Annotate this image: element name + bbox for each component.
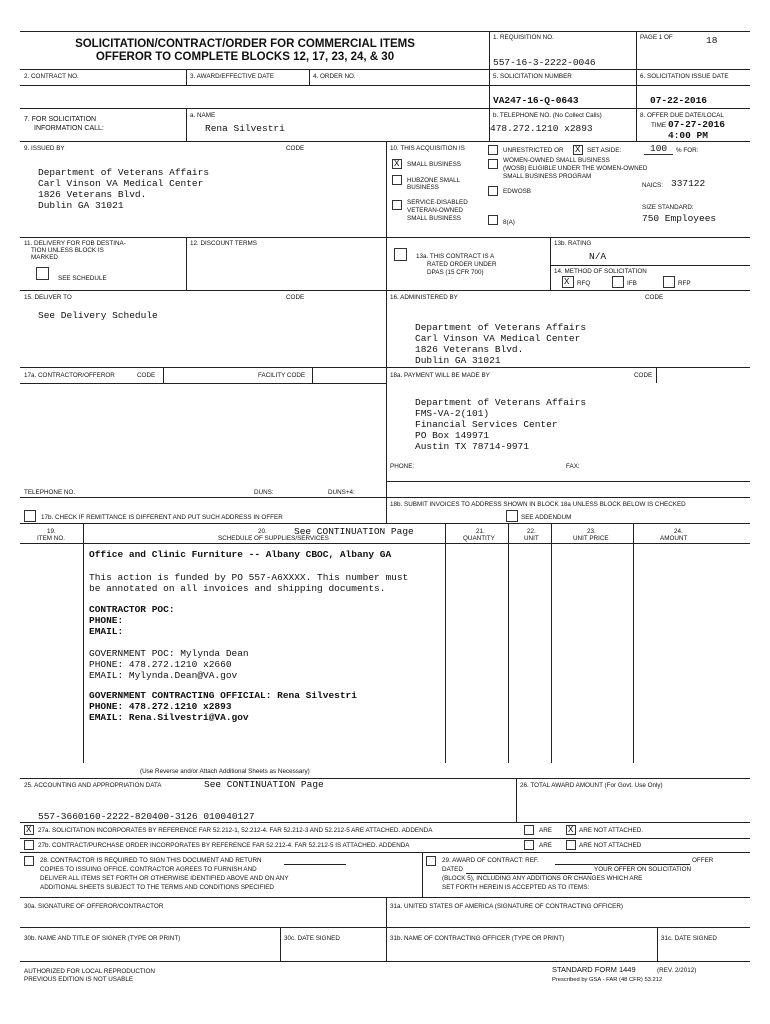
- signature-offeror-label: 30a. SIGNATURE OF OFFEROR/CONTRACTOR: [24, 903, 164, 910]
- col-item-num: 19.: [47, 528, 56, 535]
- page-total: 18: [706, 35, 718, 46]
- contact-name[interactable]: Rena Silvestri: [205, 123, 285, 134]
- rated-order-label-2: RATED ORDER UNDER: [427, 261, 497, 268]
- deliver-to-code-label: CODE: [286, 294, 305, 301]
- contractor-code-label: CODE: [137, 372, 156, 379]
- issued-by-line: 1826 Veterans Blvd.: [38, 189, 147, 200]
- signer-name-label: 30b. NAME AND TITLE OF SIGNER (TYPE OR PRINT): [24, 935, 181, 942]
- hubzone-label-2: BUSINESS: [407, 184, 439, 191]
- rule: [555, 864, 690, 865]
- 8a-label: 8(A): [503, 219, 515, 226]
- footer-revision: (REV. 2/2012): [657, 967, 697, 974]
- issued-by-code-label: CODE: [286, 145, 305, 152]
- rule: [186, 108, 187, 141]
- funding-note: This action is funded by PO 557-A6XXXX. This number must: [89, 572, 409, 583]
- rule: [657, 927, 658, 961]
- rule: [20, 290, 750, 291]
- offer-due-time[interactable]: 4:00 PM: [668, 130, 708, 141]
- rule: [445, 523, 446, 763]
- col-unit-price-label: UNIT PRICE: [573, 535, 609, 542]
- award-date-label: 3. AWARD/EFFECTIVE DATE: [190, 73, 275, 80]
- rule: [83, 523, 84, 763]
- solicitation-number[interactable]: VA247-16-Q-0643: [493, 95, 579, 106]
- form-subtitle: OFFEROR TO COMPLETE BLOCKS 12, 17, 23, 24, & 30: [95, 51, 395, 63]
- solicitation-no-label: 5. SOLICITATION NUMBER: [493, 73, 572, 80]
- rule: [20, 367, 750, 368]
- rule: [20, 822, 750, 823]
- footer-authorized: AUTHORIZED FOR LOCAL REPRODUCTION: [24, 968, 155, 975]
- 27b-label: 27b. CONTRACT/PURCHASE ORDER INCORPORATES BY REFERENCE FAR 52.212-4. FAR 52.212-5 IS ATTACHED. ADDENDA: [38, 842, 410, 849]
- rule: [386, 481, 750, 482]
- administered-by-code-label: CODE: [645, 294, 664, 301]
- set-aside-mark: X: [575, 145, 581, 155]
- 29-label: 29. AWARD OF CONTRACT: REF.: [442, 857, 539, 864]
- contracting-official-phone: PHONE: 478.272.1210 x2893: [89, 701, 232, 712]
- unrestricted-checkbox[interactable]: [488, 145, 498, 155]
- 28-label-4: ADDITIONAL SHEETS SUBJECT TO THE TERMS AND CONDITIONS SPECIFIED: [40, 884, 274, 891]
- 8a-checkbox[interactable]: [488, 215, 498, 225]
- see-schedule-checkbox[interactable]: [36, 267, 49, 280]
- rule: [550, 265, 750, 266]
- col-unit-label: UNIT: [524, 535, 539, 542]
- payment-label: 18a. PAYMENT WILL BE MADE BY: [390, 372, 490, 379]
- duns4-label: DUNS+4:: [328, 489, 355, 496]
- deliver-to-label: 15. DELIVER TO: [24, 294, 72, 301]
- administered-by-line: Dublin GA 31021: [415, 355, 501, 366]
- accounting-continuation[interactable]: See CONTINUATION Page: [204, 779, 324, 790]
- rule: [386, 897, 387, 961]
- telephone-label: b. TELEPHONE NO. (No Collect Calls): [493, 112, 602, 119]
- rule: [20, 31, 750, 32]
- rule: [20, 85, 750, 86]
- 27a-mark: X: [26, 825, 32, 835]
- rule: [186, 69, 187, 85]
- rule: [20, 897, 750, 898]
- naics-code[interactable]: 337122: [671, 178, 706, 189]
- issue-date-label: 6. SOLICITATION ISSUE DATE: [640, 73, 729, 80]
- sdvosb-label-3: SMALL BUSINESS: [407, 215, 462, 222]
- contractor-poc-phone: PHONE:: [89, 615, 124, 626]
- issued-by-line: Carl Vinson VA Medical Center: [38, 178, 204, 189]
- wosb-label-2: (WOSB) ELIGIBLE UNDER THE WOMEN-OWNED: [503, 165, 648, 172]
- set-aside-percent[interactable]: 100: [644, 143, 673, 155]
- contracting-official: GOVERNMENT CONTRACTING OFFICIAL: Rena Silvestri: [89, 690, 357, 701]
- 27b-are-checkbox[interactable]: [524, 840, 534, 850]
- rule: [280, 927, 281, 961]
- rating-label: 13b. RATING: [554, 240, 592, 247]
- wosb-checkbox[interactable]: [488, 159, 498, 169]
- facility-code-label: FACILITY CODE: [258, 372, 306, 379]
- 27a-not-attached-label: ARE NOT ATTACHED.: [579, 827, 644, 834]
- rule: [636, 31, 637, 141]
- page-label: PAGE 1 OF: [640, 34, 673, 41]
- accounting-code[interactable]: 557-3660160-2222-820400-3126 010040127: [38, 811, 255, 822]
- issued-by-line: Department of Veterans Affairs: [38, 167, 210, 178]
- payment-line: FMS-VA-2(101): [415, 408, 490, 419]
- set-aside-label: SET ASIDE:: [587, 147, 622, 154]
- order-no-label: 4. ORDER NO.: [313, 73, 356, 80]
- administered-by-line: Department of Veterans Affairs: [415, 322, 587, 333]
- ifb-label: IFB: [627, 280, 637, 287]
- rule: [20, 108, 750, 109]
- telephone-no-label: TELEPHONE NO.: [24, 489, 76, 496]
- rule: [551, 523, 552, 763]
- sdvosb-checkbox[interactable]: [392, 200, 402, 210]
- remittance-checkbox[interactable]: [24, 510, 36, 522]
- payment-line: Financial Services Center: [415, 419, 558, 430]
- 28-checkbox[interactable]: [24, 856, 34, 866]
- col-schedule-label: SCHEDULE OF SUPPLIES/SERVICES: [218, 535, 329, 542]
- duns-label: DUNS:: [254, 489, 274, 496]
- contracting-official-email: EMAIL: Rena.Silvestri@VA.gov: [89, 712, 249, 723]
- 28-label-3: DELIVER ALL ITEMS SET FORTH OR OTHERWISE IDENTIFIED ABOVE AND ON ANY: [40, 875, 289, 882]
- issue-date[interactable]: 07-22-2016: [650, 95, 708, 106]
- 29-checkbox[interactable]: [426, 856, 436, 866]
- col-unit-num: 22.: [527, 528, 536, 535]
- rule: [20, 497, 750, 498]
- fob-label-2: TION UNLESS BLOCK IS: [31, 247, 104, 254]
- wosb-label-3: SMALL BUSINESS PROGRAM: [503, 173, 592, 180]
- signature-officer-label: 31a. UNITED STATES OF AMERICA (SIGNATURE OF CONTRACTING OFFICER): [390, 903, 624, 910]
- fob-label: 11. DELIVERY FOR FOB DESTINA-: [24, 240, 126, 247]
- administered-by-label: 16. ADMINISTERED BY: [390, 294, 458, 301]
- payment-phone-label: PHONE:: [390, 463, 415, 470]
- ifb-checkbox[interactable]: [612, 276, 624, 288]
- 27a-are-label: ARE: [539, 827, 552, 834]
- contractor-poc-email: EMAIL:: [89, 626, 124, 637]
- officer-name-label: 31b. NAME OF CONTRACTING OFFICER (TYPE OR PRINT): [390, 935, 565, 942]
- 27b-are-label: ARE: [539, 842, 552, 849]
- administered-by-line: Carl Vinson VA Medical Center: [415, 333, 581, 344]
- time-label: TIME: [651, 122, 667, 129]
- contractor-label: 17a. CONTRACTOR/OFFEROR: [24, 372, 115, 379]
- schedule-continuation[interactable]: See CONTINUATION Page: [294, 526, 414, 537]
- sdvosb-label: SERVICE-DISABLED: [407, 199, 468, 206]
- rule: [633, 523, 634, 763]
- see-schedule-label: SEE SCHEDULE: [58, 275, 107, 282]
- requisition-number[interactable]: 557-16-3-2222-0046: [493, 57, 596, 68]
- rfq-mark: X: [564, 277, 570, 287]
- rule: [516, 778, 517, 822]
- footer-prescribed: Prescribed by GSA - FAR (48 CFR) 53.212: [552, 977, 663, 983]
- rule: [656, 367, 657, 383]
- hubzone-label: HUBZONE SMALL: [407, 177, 461, 184]
- rfp-label: RFP: [678, 280, 691, 287]
- col-item-label: ITEM NO.: [37, 535, 65, 542]
- 28-label: 28. CONTRACTOR IS REQUIRED TO SIGN THIS DOCUMENT AND RETURN: [40, 857, 262, 864]
- accounting-label: 25. ACCOUNTING AND APPROPRIATION DATA: [24, 782, 162, 789]
- payment-code-label: CODE: [634, 372, 653, 379]
- 27a-label: 27a. SOLICITATION INCORPORATES BY REFERENCE FAR 52.212-1, 52.212-4. FAR 52.212-3 AND 52.212-5 ARE ATTACHED. ADDENDA: [38, 827, 433, 834]
- rfq-label: RFQ: [577, 280, 591, 287]
- edwosb-label: EDWOSB: [503, 188, 531, 195]
- 27b-not-attached-checkbox[interactable]: [566, 840, 576, 850]
- acquisition-label: 10. THIS ACQUISITION IS: [390, 145, 465, 152]
- 27b-checkbox[interactable]: [24, 840, 34, 850]
- form-title: SOLICITATION/CONTRACT/ORDER FOR COMMERCIAL ITEMS: [75, 38, 415, 50]
- rule: [20, 523, 750, 524]
- 29-dated: DATED: [442, 866, 463, 873]
- footer-form-name: STANDARD FORM 1449: [552, 965, 636, 974]
- government-poc: GOVERNMENT POC: Mylynda Dean: [89, 648, 249, 659]
- government-poc-phone: PHONE: 478.272.1210 x2660: [89, 659, 232, 670]
- contractor-poc: CONTRACTOR POC:: [89, 604, 175, 615]
- rule: [508, 523, 509, 763]
- footer-previous: PREVIOUS EDITION IS NOT USABLE: [24, 976, 134, 983]
- size-standard[interactable]: 750 Employees: [642, 213, 717, 224]
- fob-label-3: MARKED: [31, 254, 58, 261]
- reverse-note: (Use Reverse and/or Attach Additional Sheets as Necessary): [140, 768, 310, 775]
- 27a-not-attached-mark: X: [568, 825, 574, 835]
- percent-for-label: % FOR:: [676, 147, 699, 154]
- submit-invoices-label: 18b. SUBMIT INVOICES TO ADDRESS SHOWN IN BLOCK 18a UNLESS BLOCK BELOW IS CHECKED: [390, 501, 686, 508]
- contact-phone[interactable]: 478.272.1210 x2893: [490, 123, 593, 134]
- 28-label-2: COPIES TO ISSUING OFFICE. CONTRACTOR AGREES TO FURNISH AND: [40, 866, 257, 873]
- administered-by-line: 1826 Veterans Blvd.: [415, 344, 524, 355]
- addendum-label: SEE ADDENDUM: [521, 514, 572, 521]
- 29-offer: OFFER: [692, 857, 714, 864]
- funding-note-2: be annotated on all invoices and shipping documents.: [89, 583, 386, 594]
- rule: [309, 69, 310, 85]
- wosb-label: WOMEN-OWNED SMALL BUSINESS: [503, 157, 610, 164]
- addendum-checkbox[interactable]: [506, 510, 518, 522]
- offer-due-date[interactable]: 07-27-2016: [668, 119, 726, 130]
- offer-due-label: 8. OFFER DUE DATE/LOCAL: [640, 112, 724, 119]
- method-label: 14. METHOD OF SOLICITATION: [554, 268, 647, 275]
- government-poc-email: EMAIL: Mylynda.Dean@VA.gov: [89, 670, 238, 681]
- 29-label-3: (BLOCK 5), INCLUDING ANY ADDITIONS OR CHANGES WHICH ARE: [442, 875, 643, 882]
- small-business-mark: X: [394, 159, 400, 169]
- rule: [550, 237, 551, 290]
- 29-label-4: SET FORTH HEREIN IS ACCEPTED AS TO ITEMS:: [442, 884, 590, 891]
- info-call-label: 7. FOR SOLICITATION: [24, 116, 97, 123]
- requisition-label: 1. REQUISITION NO.: [493, 34, 554, 41]
- sdvosb-label-2: VETERAN-OWNED: [407, 207, 463, 214]
- rule: [20, 383, 387, 384]
- rated-order-label-3: DPAS (15 CFR 700): [427, 269, 484, 276]
- rule: [20, 237, 750, 238]
- rule: [422, 852, 423, 897]
- issued-by-line: Dublin GA 31021: [38, 200, 124, 211]
- name-label: a. NAME: [190, 112, 216, 119]
- edwosb-checkbox[interactable]: [488, 186, 498, 196]
- col-quantity-label: QUANTITY: [463, 535, 495, 542]
- 27b-not-attached-label: ARE NOT ATTACHED: [579, 842, 642, 849]
- 27a-are-checkbox[interactable]: [524, 825, 534, 835]
- col-amount-num: 24.: [674, 528, 683, 535]
- naics-label: NAICS:: [642, 182, 663, 189]
- rule: [20, 838, 750, 839]
- col-schedule-num: 20.: [258, 528, 267, 535]
- rule: [163, 367, 164, 383]
- info-call-label-2: INFORMATION CALL:: [34, 125, 104, 132]
- col-amount-label: AMOUNT: [660, 535, 688, 542]
- size-standard-label: SIZE STANDARD:: [642, 204, 694, 211]
- rule: [20, 927, 750, 928]
- contract-no-label: 2. CONTRACT NO.: [24, 73, 79, 80]
- discount-terms-label: 12. DISCOUNT TERMS: [190, 240, 257, 247]
- col-quantity-num: 21.: [476, 528, 485, 535]
- col-unit-price-num: 23.: [587, 528, 596, 535]
- rule: [20, 69, 750, 70]
- rule: [20, 543, 750, 544]
- rated-order-label: 13a. THIS CONTRACT IS A: [416, 253, 495, 260]
- schedule-heading: Office and Clinic Furniture -- Albany CBOC, Albany GA: [89, 549, 392, 560]
- unrestricted-label: UNRESTRICTED OR: [503, 147, 564, 154]
- rule: [466, 873, 592, 874]
- payment-line: Austin TX 78714-9971: [415, 441, 530, 452]
- remittance-label: 17b. CHECK IF REMITTANCE IS DIFFERENT AND PUT SUCH ADDRESS IN OFFER: [41, 514, 283, 521]
- rfp-checkbox[interactable]: [663, 276, 675, 288]
- rated-order-checkbox[interactable]: [394, 248, 407, 261]
- rule: [20, 852, 750, 853]
- signer-date-label: 30c. DATE SIGNED: [284, 935, 340, 942]
- rule: [20, 961, 750, 962]
- payment-line: PO Box 149971: [415, 430, 490, 441]
- rule: [312, 367, 313, 383]
- 29-your-offer: YOUR OFFER ON SOLICITATION: [594, 866, 692, 873]
- payment-line: Department of Veterans Affairs: [415, 397, 587, 408]
- rule: [284, 864, 346, 865]
- officer-date-label: 31c. DATE SIGNED: [661, 935, 717, 942]
- rule: [20, 141, 750, 142]
- rule: [186, 237, 187, 290]
- issued-by-label: 9. ISSUED BY: [24, 145, 65, 152]
- rule: [386, 141, 387, 523]
- small-business-label: SMALL BUSINESS: [407, 161, 462, 168]
- payment-fax-label: FAX:: [566, 463, 580, 470]
- rating-value[interactable]: N/A: [589, 251, 607, 262]
- rule: [20, 778, 750, 779]
- deliver-to-value[interactable]: See Delivery Schedule: [38, 310, 158, 321]
- total-award-label: 26. TOTAL AWARD AMOUNT (For Govt. Use Only): [520, 782, 663, 789]
- hubzone-checkbox[interactable]: [392, 175, 402, 185]
